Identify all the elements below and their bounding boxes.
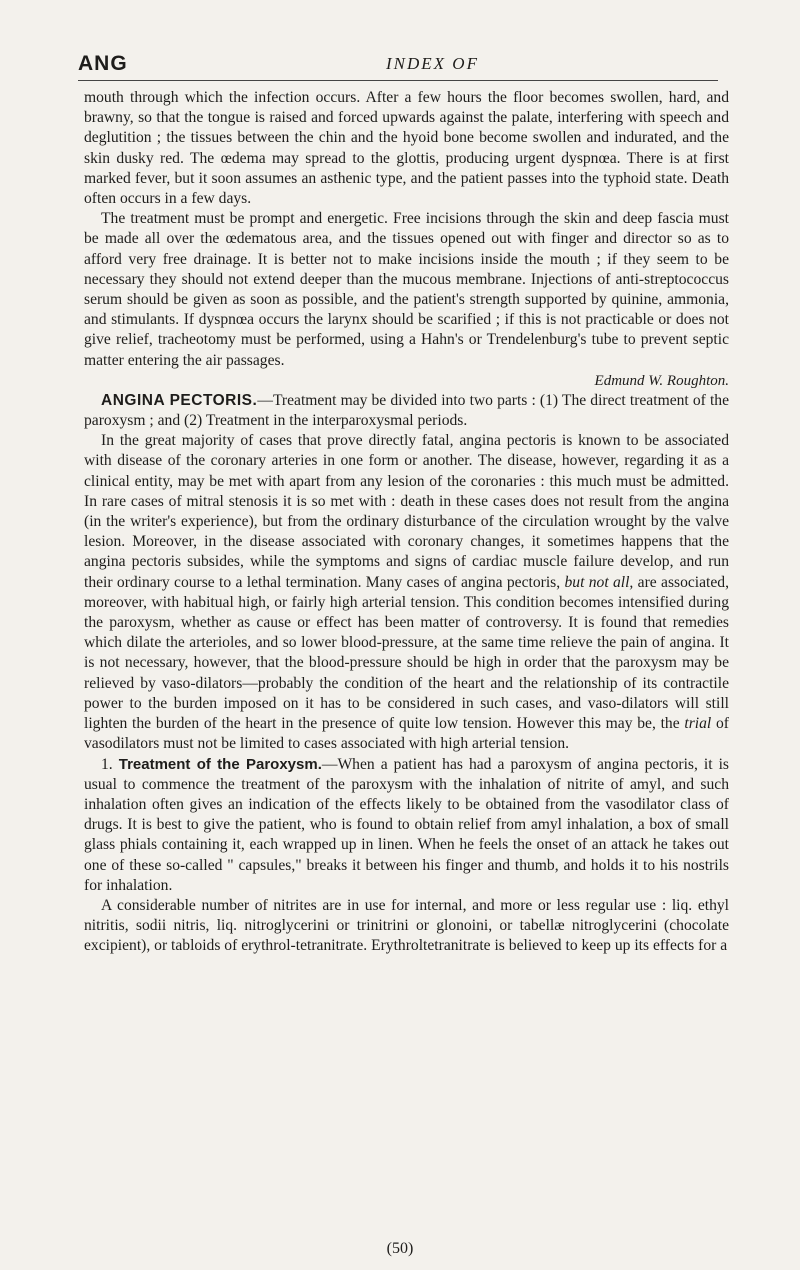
header-title: INDEX OF: [386, 54, 479, 73]
paroxysm-text: —When a patient has had a paroxysm of angina pectoris, it is usual to commence the treatment of the paroxysm with the inhalation of nitrite of amyl, and such inhalation often gives an indication of the effects likely to be obtained from the vasodilator class of drugs. It is best to give the patient, who is found to obtain relief from amyl inhalation, a box of small glass phials containing it, each wrapped up in linen. When he feels the onset of an attack he takes out one of these so-called " capsules," breaks it between his finger and thumb, and holds it to his nostrils for inhalation.: [84, 755, 729, 894]
page-number: (50): [386, 1240, 414, 1257]
coronary-text-c: of vasodilators must not be limited to cases associated with high arterial tension.: [84, 715, 729, 753]
subsection-number: 1.: [101, 755, 113, 773]
section-heading-angina-pectoris: ANGINA PECTORIS.: [101, 391, 258, 409]
body-text: [84, 88, 729, 957]
coronary-italic-but-not-all: but not all,: [564, 573, 634, 591]
paragraph-treatment-paroxysm: [84, 755, 729, 896]
paragraph-treatment: The treatment must be prompt and energetic. Free incisions through the skin and deep fascia must be made all over the œdematous area, and the tissues opened out with finger and director so as to afford very free drainage. It is better not to make incisions inside the mouth ; if they seem to be necessary they should not extend deeper than the mucous membrane. Injections of anti-streptococcus serum should be given as soon as possible, and the patient's strength supported by quinine, ammonia, and stimulants. If dyspnœa occurs the larynx should be scarified ; if this is not practicable or does not give relief, tracheotomy must be performed, using a Hahn's or Trendelenburg's tube to prevent septic matter entering the air passages.: [84, 210, 729, 369]
angina-intro-text: —Treatment may be divided into two parts : (1) The direct treatment of the paroxysm ; and (2) Treatment in the interparoxysmal periods.: [84, 391, 729, 430]
coronary-text-b: are associated, moreover, with habitual high, or fairly high arterial tension. This condition becomes intensified during the paroxysm, whether as cause or effect has been matter of controversy. It is found that remedies which dilate the arterioles, and so lower blood-pressure, at the same time relieve the pain of angina. It is not necessary, however, that the blood-pressure should be high in order that the paroxysm may be relieved by vaso-dilators—probably the condition of the heart and the relationship of its contractile power to the burden imposed on it has to be considered in such cases, and vaso-dilators will still lighten the burden of the heart in the presence of quite low tension. However this may be, the: [84, 573, 730, 733]
header-rule: [78, 80, 718, 81]
coronary-text-a: In the great majority of cases that prove directly fatal, angina pectoris is known to be associated with disease of the coronary arteries in one form or another. The disease, however, regarding it as a clinical entity, may be met with apart from any lesion of the coronaries : this much must be admitted. In rare cases of mitral stenosis it is so met with : death in these cases does not result from the angina (in the writer's experience), but from the ordinary disturbance of the circulation wrought by the valve lesion. Moreover, in the disease associated with coronary changes, it sometimes happens that the angina pectoris subsides, while the symptoms and signs of cardiac muscle failure develop, and run their ordinary course to a lethal termination. Many cases of angina pectoris,: [84, 432, 729, 591]
paragraph-nitrites: A considerable number of nitrites are in use for internal, and more or less regular use : liq. ethyl nitritis, sodii nitris, liq. nitroglycerini or trinitrini or glonoini, or tabellæ nitroglycerini (chocolate excipient), or tabloids of erythrol-tetranitrate. Erythroltetranitrate is believed to keep up its effects for a: [84, 896, 729, 955]
subsection-heading-treatment-of-paroxysm: Treatment of the Paroxysm.: [118, 755, 322, 773]
page-header: [78, 50, 738, 80]
running-head: ANG: [78, 52, 128, 75]
paragraph-angina-coronary: [84, 431, 729, 754]
paragraph-angina-intro: [84, 391, 729, 431]
coronary-italic-trial: trial: [684, 715, 712, 733]
author-signature: Edmund W. Roughton.: [594, 372, 729, 389]
paragraph-continuation: mouth through which the infection occurs. After a few hours the floor becomes swollen, hard, and brawny, so that the tongue is raised and forced upwards against the palate, interfering with speech and deglutition ; the tissues between the chin and the hyoid bone become swollen and indurated, and the skin dusky red. The œdema may spread to the glottis, producing urgent dyspnœa. There is at first marked fever, but it soon assumes an asthenic type, and the patient passes into the typhoid state. Death often occurs in a few days.: [84, 89, 729, 208]
